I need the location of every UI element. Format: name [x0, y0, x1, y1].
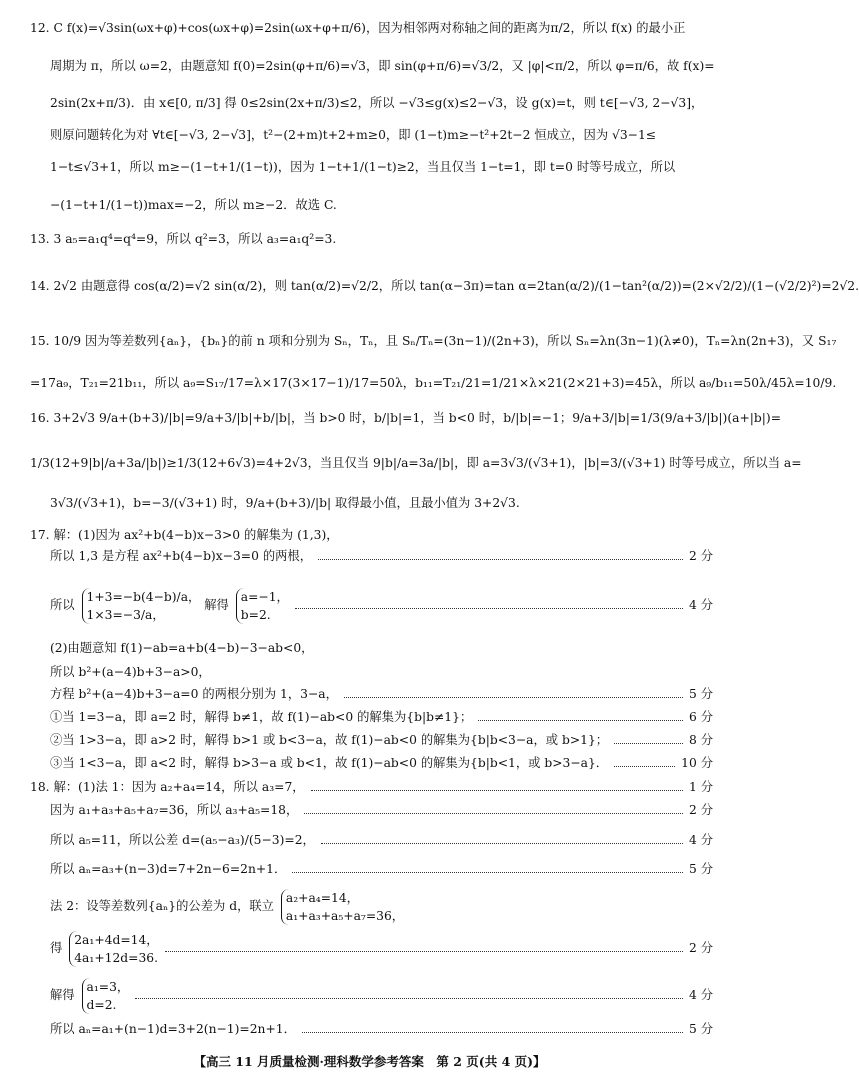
- page-footer: 【高三 11 月质量检测·理科数学参考答案 第 2 页(共 4 页)】: [193, 1054, 546, 1069]
- score-badge: 8 分: [688, 733, 713, 747]
- leader-dots: [321, 843, 683, 844]
- equation-brace: 2a₁+4d=14， 4a₁+12d=36.: [69, 931, 158, 967]
- problem-15-line-1: 15. 10/9 因为等差数列{aₙ}，{bₙ}的前 n 项和分别为 Sₙ，Tₙ，且 Sₙ/Tₙ=(3n−1)/(2n+3)，所以 Sₙ=λn(3n−1)(λ≠0)，Tₙ=λn(2n+3)，又 S₁₇: [30, 334, 837, 348]
- leader-dots: [478, 720, 683, 721]
- problem-17-line-2: [50, 548, 713, 564]
- score-badge: 5 分: [688, 687, 713, 701]
- problem-18-line-4: 所以 aₙ=a₃+(n−3)d=7+2n−6=2n+1． 5 分: [50, 862, 713, 876]
- problem-13: 13. 3 a₅=a₁q⁴=q⁴=9，所以 q²=3，所以 a₃=a₁q²=3.: [30, 232, 337, 246]
- leader-dots: [614, 766, 675, 767]
- problem-12-line-6: −(1−t+1/(1−t))max=−2，所以 m≥−2．故选 C.: [50, 198, 337, 212]
- score-badge: 1 分: [688, 780, 713, 794]
- equation-brace: 1+3=−b(4−b)/a， 1×3=−3/a，: [82, 588, 201, 624]
- leader-dots: [292, 872, 683, 873]
- problem-18-line-1: 18. 解：(1)法 1：因为 a₂+a₄=14，所以 a₃=7， 1 分: [30, 780, 713, 794]
- p17-l2-text: 所以 1,3 是方程 ax²+b(4−b)x−3=0 的两根，: [50, 549, 313, 563]
- score-badge: 6 分: [688, 710, 713, 724]
- leader-dots: [165, 951, 683, 952]
- p17-l3-system: 所以 1+3=−b(4−b)/a， 1×3=−3/a， 解得 a=−1， b=2.: [50, 589, 289, 622]
- problem-12-line-2: 周期为 π，所以 ω=2，由题意知 f(0)=2sin(φ+π/6)=√3，即 sin(φ+π/6)=√3/2，又 |φ|<π/2，所以 φ=π/6，故 f(x)=: [50, 59, 715, 73]
- problem-17-line-9: ③当 1<3−a，即 a<2 时，解得 b>3−a 或 b<1，故 f(1)−ab<0 的解集为{b|b<1，或 b>3−a}． 10 分: [50, 756, 713, 770]
- equation-brace: a₂+a₄=14， a₁+a₃+a₅+a₇=36，: [281, 889, 404, 925]
- leader-dots: [344, 697, 683, 698]
- problem-15-line-2: =17a₉，T₂₁=21b₁₁，所以 a₉=S₁₇/17=λ×17(3×17−1)/17=50λ，b₁₁=T₂₁/21=1/21×λ×21(2×21+3)=45λ，所以 a₉/b₁₁=50λ/45λ=10/9.: [30, 376, 837, 390]
- problem-18-line-7: 解得 a₁=3， d=2. 4 分: [50, 975, 713, 1015]
- problem-12-line-5: 1−t≤√3+1，所以 m≥−(1−t+1/(1−t))，因为 1−t+1/(1−t)≥2，当且仅当 1−t=1，即 t=0 时等号成立，所以: [50, 160, 676, 174]
- problem-17-line-1: 17. 解：(1)因为 ax²+b(4−b)x−3>0 的解集为 (1,3)，: [30, 528, 339, 542]
- score-badge: 4 分: [688, 833, 713, 847]
- problem-17-line-4: (2)由题意知 f(1)−ab=a+b(4−b)−3−ab<0，: [50, 641, 314, 655]
- problem-18-line-2: 因为 a₁+a₃+a₅+a₇=36，所以 a₃+a₅=18， 2 分: [50, 803, 713, 817]
- solution-brace: a=−1， b=2.: [236, 588, 289, 624]
- problem-12-line-1: 12. C f(x)=√3sin(ωx+φ)+cos(ωx+φ)=2sin(ωx+φ+π/6)，因为相邻两对称轴之间的距离为π/2，所以 f(x) 的最小正: [30, 21, 686, 35]
- problem-12-line-4: 则原问题转化为对 ∀t∈[−√3, 2−√3]，t²−(2+m)t+2+m≥0，即 (1−t)m≥−t²+2t−2 恒成立，因为 √3−1≤: [50, 128, 657, 142]
- problem-16-line-1: 16. 3+2√3 9/a+(b+3)/|b|=9/a+3/|b|+b/|b|，当 b>0 时，b/|b|=1，当 b<0 时，b/|b|=−1；9/a+3/|b|=1/3(9/a+3/|b|)(a+|b|)=: [30, 411, 782, 425]
- leader-dots: [311, 790, 683, 791]
- leader-dots: [318, 559, 683, 560]
- problem-18-line-5: 法 2：设等差数列{aₙ}的公差为 d，联立 a₂+a₄=14， a₁+a₃+a₅+a₇=36，: [50, 890, 405, 923]
- score-badge: 5 分: [688, 1022, 713, 1036]
- leader-dots: [295, 608, 683, 609]
- leader-dots: [302, 1032, 683, 1033]
- score-badge: 5 分: [688, 862, 713, 876]
- problem-18-line-6: 得 2a₁+4d=14， 4a₁+12d=36. 2 分: [50, 928, 713, 968]
- problem-12-line-3: 2sin(2x+π/3)．由 x∈[0, π/3] 得 0≤2sin(2x+π/3)≤2，所以 −√3≤g(x)≤2−√3，设 g(x)=t，则 t∈[−√3, 2−√3]，: [50, 96, 704, 110]
- leader-dots: [135, 998, 683, 999]
- problem-16-line-2: 1/3(12+9|b|/a+3a/|b|)≥1/3(12+6√3)=4+2√3，当且仅当 9|b|/a=3a/|b|，即 a=3√3/(√3+1)，|b|=3/(√3+1) 时等号成立，所以当 a=: [30, 456, 802, 470]
- problem-17-line-7: ①当 1=3−a，即 a=2 时，解得 b≠1，故 f(1)−ab<0 的解集为{b|b≠1}； 6 分: [50, 710, 713, 724]
- score-badge: 4 分: [688, 988, 713, 1002]
- score-badge: 2 分: [688, 803, 713, 817]
- problem-18-line-3: 所以 a₅=11，所以公差 d=(a₅−a₃)/(5−3)=2， 4 分: [50, 833, 713, 847]
- score-badge: 2 分: [688, 549, 713, 563]
- problem-17-line-8: ②当 1>3−a，即 a>2 时，解得 b>1 或 b<3−a，故 f(1)−ab<0 的解集为{b|b<3−a，或 b>1}； 8 分: [50, 733, 713, 747]
- problem-16-line-3: 3√3/(√3+1)，b=−3/(√3+1) 时，9/a+(b+3)/|b| 取得最小值，且最小值为 3+2√3.: [50, 496, 520, 510]
- leader-dots: [614, 743, 683, 744]
- problem-17-line-6: 方程 b²+(a−4)b+3−a=0 的两根分别为 1，3−a， 5 分: [50, 687, 713, 701]
- problem-14: 14. 2√2 由题意得 cos(α/2)=√2 sin(α/2)，则 tan(α/2)=√2/2，所以 tan(α−3π)=tan α=2tan(α/2)/(1−tan²(α/2))=(2×√2/2)/(1−(√2/2)²)=2√2.: [30, 279, 859, 293]
- leader-dots: [304, 813, 683, 814]
- score-badge: 2 分: [688, 941, 713, 955]
- solution-brace: a₁=3， d=2.: [82, 978, 130, 1014]
- problem-17-line-5: 所以 b²+(a−4)b+3−a>0，: [50, 665, 211, 679]
- score-badge: 4 分: [688, 598, 713, 612]
- problem-17-line-3: [50, 576, 713, 634]
- score-badge: 10 分: [681, 756, 713, 770]
- problem-18-line-8: 所以 aₙ=a₁+(n−1)d=3+2(n−1)=2n+1． 5 分: [50, 1022, 713, 1036]
